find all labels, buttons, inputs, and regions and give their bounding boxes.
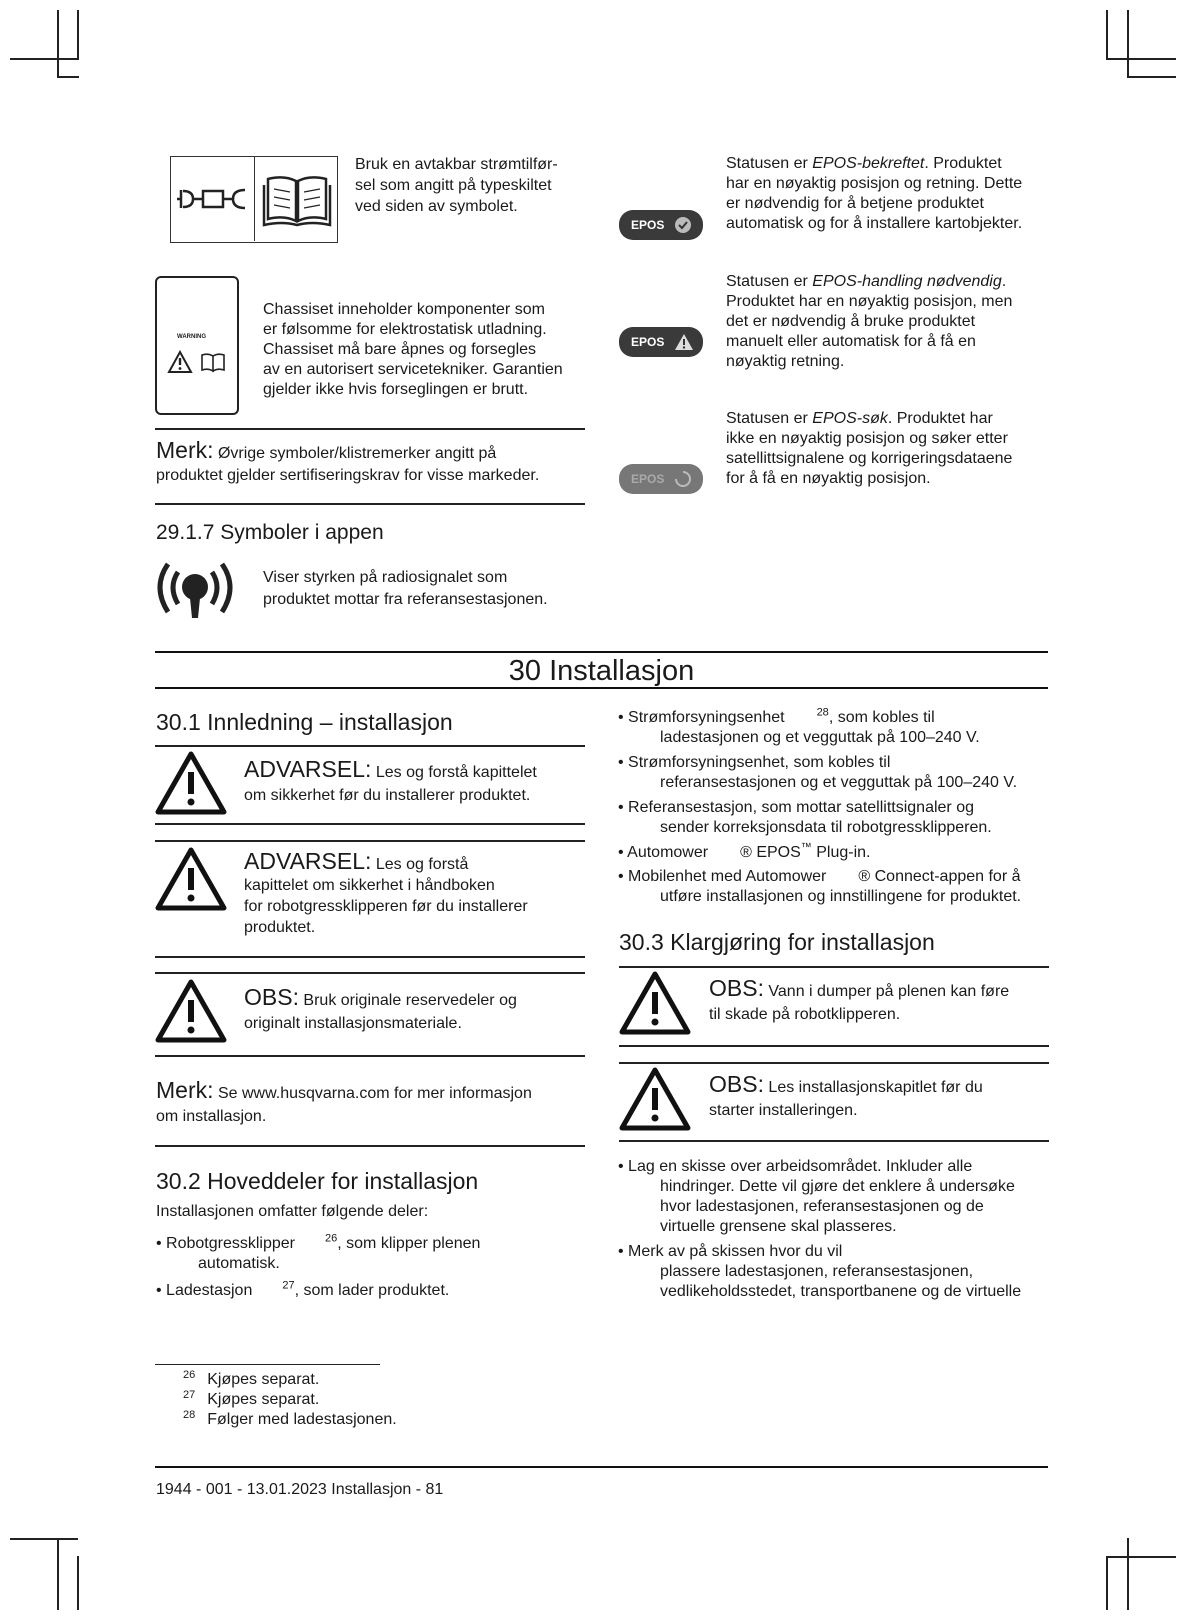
obs-1: OBS: Bruk originale reservedeler og bbox=[244, 984, 517, 1010]
crop-mark bbox=[1127, 10, 1129, 78]
crop-mark bbox=[1127, 1538, 1129, 1610]
crop-mark bbox=[77, 1556, 79, 1610]
radio-signal-text: Viser styrken på radiosignalet som produktet mottar fra referansestasjonen. bbox=[263, 569, 548, 608]
divider bbox=[155, 956, 585, 958]
list-item: • Mobilenhet med Automower ® Connect-appen for å utføre installasjonen og innstillingene for produktet. bbox=[618, 868, 1022, 905]
warning-triangle-icon bbox=[619, 1066, 691, 1132]
epos-search-text: Statusen er EPOS-søk. Produktet har ikke en nøyaktig posisjon og søker etter satellittsignalene og korrigeringsdataene for å få en nøyaktig posisjon. bbox=[726, 410, 1013, 487]
crop-mark bbox=[77, 10, 79, 60]
crop-mark bbox=[57, 10, 59, 76]
epos-action-badge: EPOS bbox=[619, 327, 703, 357]
list-item: • Ladestasjon $^{27}$, som lader produktet. bbox=[156, 1279, 450, 1299]
chassis-label bbox=[155, 276, 239, 415]
install-note: Merk: Se www.husqvarna.com for mer informasjon bbox=[156, 1077, 532, 1103]
section-heading-30-1: 30.1 Innledning – installasjon bbox=[156, 709, 453, 735]
warning-triangle-icon bbox=[674, 333, 694, 351]
list-item: • Lag en skisse over arbeidsområdet. Inkluder alle hindringer. Dette vil gjøre det enklere å undersøke hvor ladestasjonen, referansestasjonen og de virtuelle grensene skal plasseres. bbox=[618, 1158, 1015, 1235]
manual-book-icon bbox=[256, 157, 338, 241]
crop-mark bbox=[57, 76, 79, 78]
power-supply-text: Bruk en avtakbar strømtilfør- sel som angitt på typeskiltet ved siden av symbolet. bbox=[355, 156, 558, 215]
crop-mark bbox=[1106, 1556, 1108, 1610]
crop-mark bbox=[1106, 58, 1176, 60]
warning-2-text: kapittelet om sikkerhet i håndboken for robotgressklipperen før du installerer produktet. bbox=[244, 877, 528, 936]
crop-mark bbox=[57, 1538, 59, 1610]
section-heading-30-2: 30.2 Hoveddeler for installasjon bbox=[156, 1168, 479, 1194]
epos-action-text: Statusen er EPOS-handling nødvendig. Produktet har en nøyaktig posisjon, men det er nødvendig å bruke produktet manuelt eller automatisk for å få en nøyaktig retning. bbox=[726, 273, 1013, 370]
obs-1-line2: originalt installasjonsmateriale. bbox=[244, 1015, 462, 1032]
obs-2: OBS: Vann i dumper på plenen kan føre bbox=[709, 975, 1010, 1001]
checkmark-icon bbox=[674, 216, 692, 234]
list-item: • Robotgressklipper $^{26}$, som klipper plenen automatisk. bbox=[156, 1232, 481, 1272]
divider bbox=[155, 1055, 585, 1057]
warning-triangle-icon bbox=[155, 846, 227, 912]
footnote: $^{26}$ Kjøpes separat. bbox=[183, 1368, 320, 1388]
divider bbox=[619, 1045, 1049, 1047]
divider bbox=[155, 428, 585, 430]
epos-confirmed-badge: EPOS bbox=[619, 210, 703, 240]
obs-3: OBS: Les installasjonskapitlet før du bbox=[709, 1071, 983, 1097]
power-symbol-box bbox=[170, 156, 338, 243]
chapter-title: 30 Installasjon bbox=[508, 655, 695, 687]
note-label: Merk: bbox=[156, 437, 214, 463]
install-note-line2: om installasjon. bbox=[156, 1108, 267, 1125]
list-item: • Automower ® EPOS™ Plug-in. bbox=[618, 841, 871, 861]
warning-1-line2: om sikkerhet før du installerer produktet. bbox=[244, 787, 531, 804]
spinner-icon bbox=[674, 470, 692, 488]
warning-1: ADVARSEL: Les og forstå kapittelet bbox=[244, 756, 537, 782]
crop-mark bbox=[1127, 76, 1176, 78]
list-item: • Merk av på skissen hvor du vil plassere ladestasjonen, referansestasjonen, vedlikeholdsstedet, transportbanene og de virtuelle bbox=[618, 1243, 1022, 1300]
warning-triangle-icon bbox=[155, 978, 227, 1044]
symbols-note bbox=[156, 437, 596, 464]
footnote-rule bbox=[155, 1364, 380, 1365]
footer-rule bbox=[155, 1466, 1048, 1468]
page-footer: 1944 - 001 - 13.01.2023 Installasjon - 81 bbox=[156, 1481, 444, 1498]
warning-triangle-icon bbox=[155, 750, 227, 816]
obs-3-line2: starter installeringen. bbox=[709, 1102, 858, 1119]
divider bbox=[155, 823, 585, 825]
epos-search-badge: EPOS bbox=[619, 464, 703, 494]
chassis-warning-text: Chassiset inneholder komponenter som er følsomme for elektrostatisk utladning. Chassiset må bare åpnes og forsegles av en autorisert servicetekniker. Garantien gjelder ikke hvis forseglingen er brutt. bbox=[263, 301, 563, 398]
radio-signal-icon bbox=[152, 560, 238, 626]
plug-icon bbox=[171, 157, 255, 241]
divider bbox=[155, 503, 585, 505]
warning-triangle-icon bbox=[167, 350, 193, 374]
crop-mark bbox=[1106, 10, 1108, 60]
crop-mark bbox=[1106, 1556, 1176, 1558]
divider bbox=[619, 1062, 1049, 1064]
footnote: $^{28}$ Følger med ladestasjonen. bbox=[183, 1408, 397, 1428]
list-item: • Strømforsyningsenhet $^{28}$, som kobles til ladestasjonen og et vegguttak på 100–240 V. bbox=[618, 706, 980, 746]
divider bbox=[155, 840, 585, 842]
section-heading-29-1-7: 29.1.7 Symboler i appen bbox=[156, 521, 384, 544]
divider bbox=[155, 972, 585, 974]
chassis-label-text: WARNING bbox=[177, 334, 206, 340]
divider bbox=[619, 1140, 1049, 1142]
chapter-rule-bottom bbox=[155, 687, 1048, 689]
crop-mark bbox=[10, 1538, 78, 1540]
note-text: Øvrige symboler/klistremerker angitt på bbox=[217, 445, 497, 462]
warning-triangle-icon bbox=[619, 970, 691, 1036]
list-item: • Referansestasjon, som mottar satellittsignaler og sender korreksjonsdata til robotgressklipperen. bbox=[618, 799, 992, 836]
divider bbox=[155, 1145, 585, 1147]
footnote: $^{27}$ Kjøpes separat. bbox=[183, 1388, 320, 1408]
obs-2-line2: til skade på robotklipperen. bbox=[709, 1006, 901, 1023]
manual-book-icon bbox=[199, 352, 227, 374]
divider bbox=[619, 966, 1049, 968]
section-heading-30-3: 30.3 Klargjøring for installasjon bbox=[619, 929, 935, 955]
note-text-line2: produktet gjelder sertifiseringskrav for visse markeder. bbox=[156, 467, 540, 484]
epos-confirmed-text: Statusen er EPOS-bekreftet. Produktet har en nøyaktig posisjon og retning. Dette er nødvendig for å betjene produktet automatisk og for å installere kartobjekter. bbox=[726, 155, 1023, 232]
list-item: • Strømforsyningsenhet, som kobles til referansestasjonen og et vegguttak på 100–240 V. bbox=[618, 754, 1018, 791]
section-intro: Installasjonen omfatter følgende deler: bbox=[156, 1203, 429, 1220]
divider bbox=[155, 745, 585, 747]
crop-mark bbox=[10, 58, 78, 60]
warning-2: ADVARSEL: Les og forstå bbox=[244, 848, 469, 874]
chapter-rule-top bbox=[155, 651, 1048, 653]
